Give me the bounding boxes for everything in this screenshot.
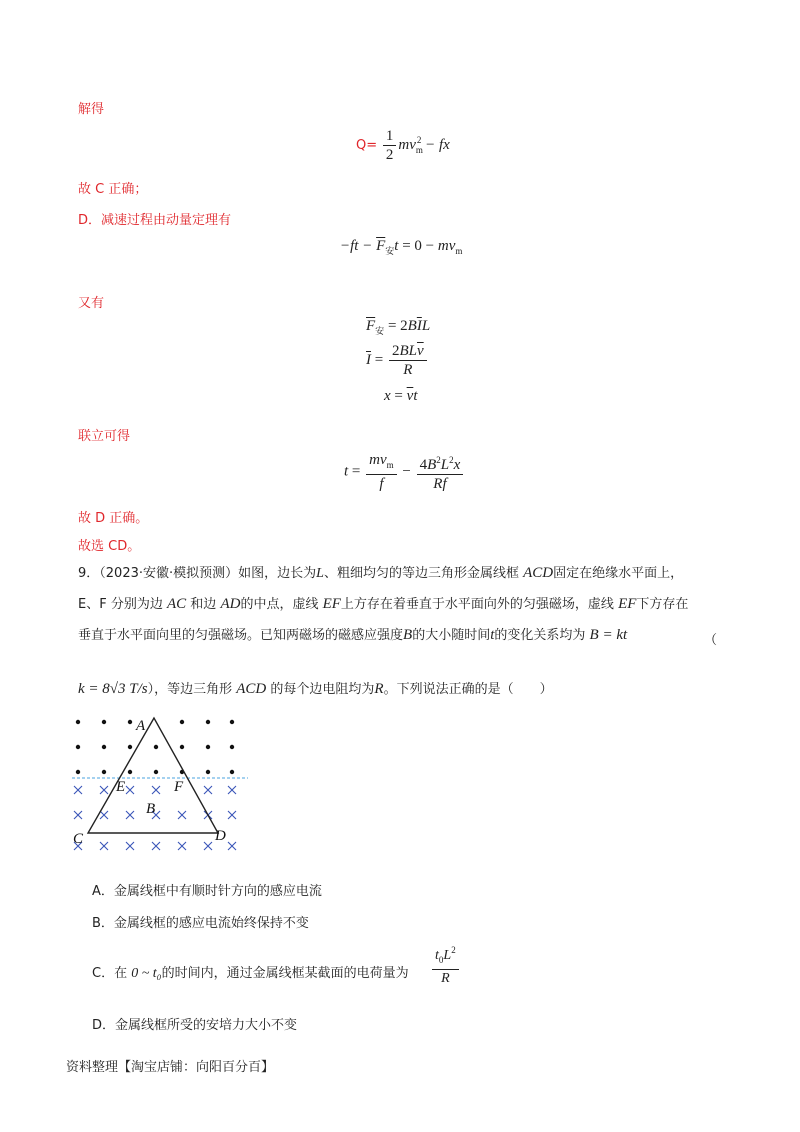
formula-force: $\overline{F}_安 = 2B\overline{I}L$	[366, 318, 431, 336]
label-lianli: 联立可得	[78, 429, 131, 444]
q-text: 。下列说法正确的是（ ）	[383, 682, 553, 697]
formula-momentum: $-ft - \overline{F}_安t = 0 - mv_m$	[340, 238, 463, 256]
footer-note: 资料整理【淘宝店铺：向阳百分百】	[66, 1060, 275, 1075]
label-youyou: 又有	[78, 296, 105, 311]
question-line-1	[78, 562, 683, 585]
c-correct: 故 C 正确；	[78, 182, 148, 197]
var-ad: AD	[220, 596, 241, 612]
q-text: 的中点，虚线	[240, 597, 319, 612]
q-prefix: Q=	[356, 137, 378, 153]
option-c-prefix: C．在	[92, 966, 128, 981]
field-out-dots	[76, 720, 234, 774]
option-c-charge-formula: $\frac{t_0L^2}{R}$	[430, 942, 461, 987]
var-l: L	[316, 566, 324, 581]
var-ef: EF	[322, 596, 341, 612]
q-text: 垂直于水平面向里的匀强磁场。已知两磁场的磁感应强度	[78, 628, 404, 643]
option-d[interactable]: D．金属线框所受的安培力大小不变	[92, 1018, 298, 1033]
q-text: 的每个边电阻均为	[270, 682, 375, 697]
q-text: 的变化关系均为	[494, 628, 586, 643]
q-text: 固定在绝缘水平面上，	[553, 566, 684, 581]
label-d: D	[215, 828, 226, 844]
formula-b-kt: B = kt	[589, 627, 628, 643]
option-c-time: 0 ~ t₀	[131, 966, 162, 981]
field-in-crosses	[74, 786, 236, 850]
question-line-2	[78, 593, 688, 616]
question-line-3	[78, 624, 627, 647]
option-b[interactable]: B．金属线框的感应电流始终保持不变	[92, 916, 309, 931]
var-acd: ACD	[523, 565, 554, 581]
option-c-text: 的时间内，通过金属线框某截面的电荷量为	[161, 966, 409, 981]
formula-t: t = $\frac{mv_m}{f}$ − $\frac{4B^2L^2x}{Rf}$	[344, 452, 465, 492]
q-text: 下方存在	[636, 597, 689, 612]
formula-x: $x = \overline{v}t$	[384, 388, 418, 404]
d-correct: 故 D 正确。	[78, 511, 149, 526]
label-f: F	[174, 779, 184, 795]
q-text: 的大小随时间	[412, 628, 491, 643]
formula-current: $\overline{I}$ = $\frac{2BL\overline{v}}{R}$	[366, 343, 429, 378]
q-text: 、粗细均匀的等边三角形金属线框	[323, 566, 519, 581]
label-jiede: 解得	[78, 102, 105, 117]
question-number: 9．	[78, 566, 100, 581]
var-ef: EF	[618, 596, 637, 612]
var-b: B	[403, 627, 413, 643]
label-e: E	[116, 779, 126, 795]
label-b: B	[146, 801, 156, 817]
q-text: ），等边三角形	[147, 682, 233, 697]
question-line-4	[78, 678, 553, 701]
d-intro: D．减速过程由动量定理有	[78, 213, 232, 228]
label-c: C	[73, 831, 84, 847]
var-acd: ACD	[236, 681, 267, 697]
paren-open: （	[704, 633, 718, 648]
q-text: E、F 分别为边	[78, 597, 163, 612]
q-text: 上方存在着垂直于水平面向外的匀强磁场，虚线	[340, 597, 614, 612]
option-a[interactable]: A．金属线框中有顺时针方向的感应电流	[92, 884, 322, 899]
label-a: A	[136, 718, 146, 734]
k-value: k = 8√3 T/s	[78, 681, 148, 697]
formula-q: Q= $\frac{1}{2}$ $mv_m^2$ − fx	[356, 128, 450, 163]
answer-line: 故选 CD。	[78, 539, 141, 554]
option-c[interactable]	[92, 962, 409, 982]
magnetic-field-figure	[70, 712, 250, 862]
question-source: （2023·安徽·模拟预测）	[99, 566, 239, 581]
var-ac: AC	[166, 596, 187, 612]
var-t: t	[490, 627, 495, 643]
q-text: 和边	[190, 597, 217, 612]
var-r: R	[374, 681, 384, 697]
q-text: 如图，边长为	[238, 566, 317, 581]
